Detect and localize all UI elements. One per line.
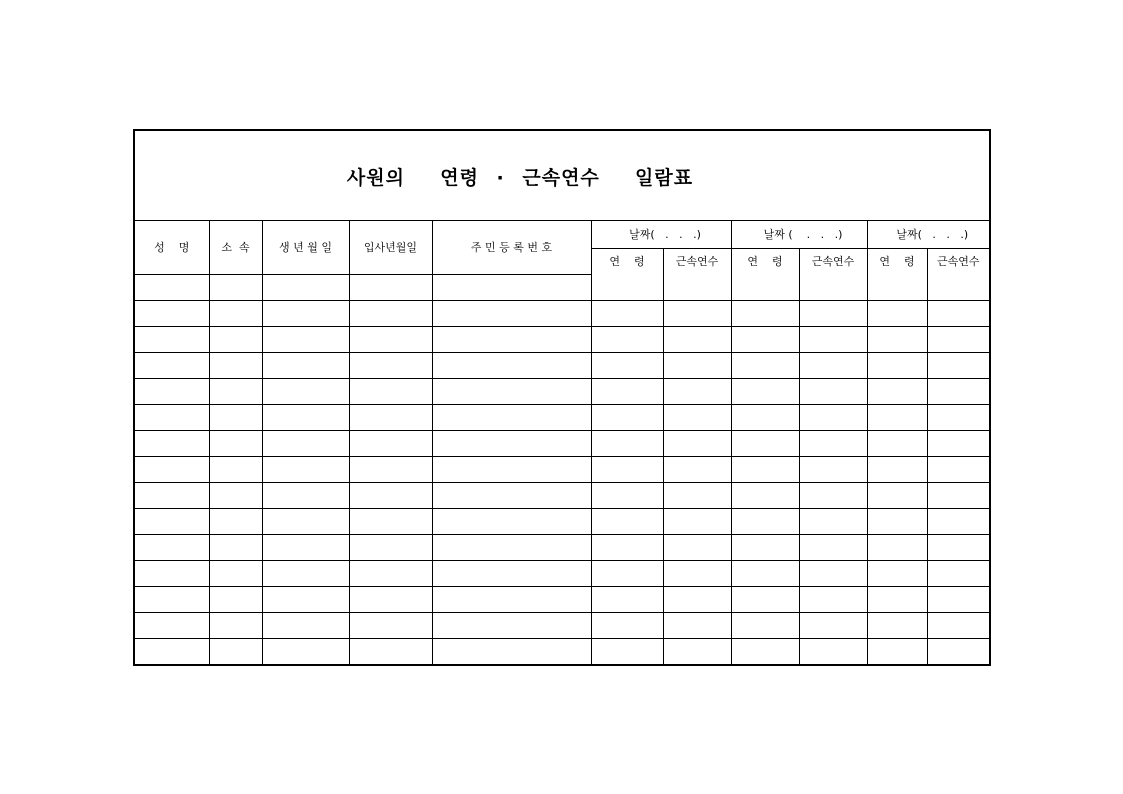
table-cell[interactable] <box>591 586 663 612</box>
table-cell[interactable] <box>591 326 663 352</box>
table-cell[interactable] <box>262 482 349 508</box>
table-cell[interactable] <box>349 638 432 664</box>
table-row <box>135 534 989 560</box>
table-cell[interactable] <box>432 586 591 612</box>
table-cell[interactable] <box>731 456 799 482</box>
table-cell[interactable] <box>799 482 867 508</box>
table-cell[interactable] <box>432 300 591 326</box>
table-cell[interactable] <box>799 326 867 352</box>
table-cell[interactable] <box>349 430 432 456</box>
table-cell[interactable] <box>135 482 209 508</box>
table-cell[interactable] <box>591 612 663 638</box>
table-cell[interactable] <box>799 534 867 560</box>
table-cell[interactable] <box>663 612 731 638</box>
table-cell[interactable] <box>262 378 349 404</box>
date-group-2-label: 날짜 ( . . .) <box>731 221 867 248</box>
table-cell[interactable] <box>262 560 349 586</box>
table-row <box>135 274 989 300</box>
table-cell[interactable] <box>591 534 663 560</box>
table-cell[interactable] <box>349 508 432 534</box>
table-cell[interactable] <box>432 612 591 638</box>
table-cell[interactable] <box>663 404 731 430</box>
table-cell[interactable] <box>432 352 591 378</box>
date-group-3-age: 연 령 <box>867 248 927 274</box>
table-row <box>135 638 989 664</box>
table-cell[interactable] <box>663 300 731 326</box>
table-cell[interactable] <box>135 508 209 534</box>
col-header-dept: 소 속 <box>209 221 262 274</box>
table-cell[interactable] <box>209 482 262 508</box>
date-group-2-age: 연 령 <box>731 248 799 274</box>
table-cell[interactable] <box>209 612 262 638</box>
table-cell[interactable] <box>432 404 591 430</box>
table-cell[interactable] <box>927 482 989 508</box>
table-cell[interactable] <box>663 586 731 612</box>
col-header-name: 성 명 <box>135 221 209 274</box>
table-cell[interactable] <box>867 404 927 430</box>
table-cell[interactable] <box>349 326 432 352</box>
table-cell[interactable] <box>663 560 731 586</box>
table-cell[interactable] <box>867 612 927 638</box>
table-cell[interactable] <box>349 534 432 560</box>
table-cell[interactable] <box>867 378 927 404</box>
table-cell[interactable] <box>349 586 432 612</box>
table-cell[interactable] <box>591 560 663 586</box>
table-cell[interactable] <box>927 534 989 560</box>
table-cell[interactable] <box>927 586 989 612</box>
table-cell[interactable] <box>867 456 927 482</box>
table-cell[interactable] <box>663 352 731 378</box>
table-cell[interactable] <box>432 482 591 508</box>
table-cell[interactable] <box>663 638 731 664</box>
table-cell[interactable] <box>135 430 209 456</box>
table-cell[interactable] <box>349 482 432 508</box>
table-row <box>135 560 989 586</box>
table-row <box>135 326 989 352</box>
table-cell[interactable] <box>262 404 349 430</box>
table-cell[interactable] <box>432 638 591 664</box>
table-cell[interactable] <box>927 326 989 352</box>
table-cell[interactable] <box>591 378 663 404</box>
table-cell[interactable] <box>867 586 927 612</box>
table-cell[interactable] <box>135 326 209 352</box>
table-cell[interactable] <box>867 274 927 300</box>
table-row <box>135 352 989 378</box>
table-cell[interactable] <box>867 638 927 664</box>
form-title: 사원의 연령 · 근속연수 일람표 <box>346 167 694 189</box>
table-cell[interactable] <box>731 560 799 586</box>
table-cell[interactable] <box>209 352 262 378</box>
col-header-resident-number: 주 민 등 록 번 호 <box>432 221 591 274</box>
table-cell[interactable] <box>731 508 799 534</box>
table-cell[interactable] <box>867 482 927 508</box>
col-header-birth-date: 생 년 월 일 <box>262 221 349 274</box>
table-cell[interactable] <box>591 456 663 482</box>
table-cell[interactable] <box>262 430 349 456</box>
table-cell[interactable] <box>867 326 927 352</box>
table-row <box>135 612 989 638</box>
table-cell[interactable] <box>731 482 799 508</box>
table-cell[interactable] <box>432 430 591 456</box>
table-cell[interactable] <box>799 378 867 404</box>
table-cell[interactable] <box>867 300 927 326</box>
table-cell[interactable] <box>663 430 731 456</box>
table-cell[interactable] <box>867 534 927 560</box>
table-cell[interactable] <box>135 300 209 326</box>
table-cell[interactable] <box>927 300 989 326</box>
table-cell[interactable] <box>799 430 867 456</box>
table-cell[interactable] <box>927 612 989 638</box>
table-row <box>135 378 989 404</box>
date-group-2-tenure: 근속연수 <box>799 248 867 274</box>
table-cell[interactable] <box>262 508 349 534</box>
table-cell[interactable] <box>209 378 262 404</box>
table-cell[interactable] <box>135 378 209 404</box>
table-cell[interactable] <box>927 508 989 534</box>
table-cell[interactable] <box>432 326 591 352</box>
table-cell[interactable] <box>209 586 262 612</box>
table-cell[interactable] <box>591 638 663 664</box>
table-cell[interactable] <box>209 508 262 534</box>
table-cell[interactable] <box>927 274 989 300</box>
table-row <box>135 430 989 456</box>
table-row <box>135 482 989 508</box>
table-cell[interactable] <box>663 456 731 482</box>
col-header-hire-date: 입사년월일 <box>349 221 432 274</box>
table-cell[interactable] <box>867 508 927 534</box>
table-cell[interactable] <box>663 482 731 508</box>
table-cell[interactable] <box>432 534 591 560</box>
table-cell[interactable] <box>867 560 927 586</box>
table-cell[interactable] <box>262 326 349 352</box>
table-cell[interactable] <box>731 638 799 664</box>
table-cell[interactable] <box>209 456 262 482</box>
table-cell[interactable] <box>209 534 262 560</box>
table-cell[interactable] <box>262 456 349 482</box>
table-cell[interactable] <box>731 378 799 404</box>
table-cell[interactable] <box>135 560 209 586</box>
header-row-1 <box>135 221 989 248</box>
table-cell[interactable] <box>731 274 799 300</box>
table-cell[interactable] <box>209 274 262 300</box>
table-cell[interactable] <box>432 378 591 404</box>
table-cell[interactable] <box>349 378 432 404</box>
table-cell[interactable] <box>799 560 867 586</box>
table-cell[interactable] <box>927 404 989 430</box>
table-cell[interactable] <box>349 352 432 378</box>
table-cell[interactable] <box>731 534 799 560</box>
table-cell[interactable] <box>799 274 867 300</box>
table-cell[interactable] <box>432 456 591 482</box>
table-cell[interactable] <box>927 456 989 482</box>
table-cell[interactable] <box>135 612 209 638</box>
date-group-3-label: 날짜( . . .) <box>867 221 989 248</box>
table-cell[interactable] <box>591 430 663 456</box>
table-cell[interactable] <box>349 612 432 638</box>
table-cell[interactable] <box>591 508 663 534</box>
table-cell[interactable] <box>262 534 349 560</box>
date-group-1-label: 날짜( . . .) <box>591 221 731 248</box>
table-cell[interactable] <box>591 352 663 378</box>
table-cell[interactable] <box>927 378 989 404</box>
table-cell[interactable] <box>731 404 799 430</box>
table-cell[interactable] <box>591 300 663 326</box>
table-cell[interactable] <box>209 638 262 664</box>
employee-age-tenure-form <box>133 129 991 666</box>
table-cell[interactable] <box>799 404 867 430</box>
table-cell[interactable] <box>927 430 989 456</box>
table-row <box>135 300 989 326</box>
table-cell[interactable] <box>135 586 209 612</box>
table-cell[interactable] <box>867 430 927 456</box>
table-cell[interactable] <box>262 352 349 378</box>
employee-table <box>135 221 989 664</box>
table-cell[interactable] <box>591 274 663 300</box>
table-cell[interactable] <box>799 300 867 326</box>
table-cell[interactable] <box>731 326 799 352</box>
table-cell[interactable] <box>663 274 731 300</box>
table-cell[interactable] <box>432 274 591 300</box>
table-cell[interactable] <box>799 508 867 534</box>
table-row <box>135 456 989 482</box>
date-group-3-tenure: 근속연수 <box>927 248 989 274</box>
table-cell[interactable] <box>209 430 262 456</box>
table-cell[interactable] <box>209 560 262 586</box>
table-cell[interactable] <box>135 404 209 430</box>
table-cell[interactable] <box>663 508 731 534</box>
table-cell[interactable] <box>349 404 432 430</box>
table-cell[interactable] <box>432 508 591 534</box>
table-row <box>135 586 989 612</box>
table-row <box>135 404 989 430</box>
table-cell[interactable] <box>209 326 262 352</box>
table-cell[interactable] <box>663 534 731 560</box>
table-cell[interactable] <box>262 638 349 664</box>
table-cell[interactable] <box>262 274 349 300</box>
table-cell[interactable] <box>349 300 432 326</box>
table-cell[interactable] <box>135 274 209 300</box>
table-cell[interactable] <box>867 352 927 378</box>
table-cell[interactable] <box>135 638 209 664</box>
table-cell[interactable] <box>927 560 989 586</box>
table-cell[interactable] <box>799 638 867 664</box>
table-cell[interactable] <box>799 612 867 638</box>
table-cell[interactable] <box>731 430 799 456</box>
table-cell[interactable] <box>731 586 799 612</box>
table-cell[interactable] <box>349 456 432 482</box>
table-cell[interactable] <box>927 638 989 664</box>
table-cell[interactable] <box>731 612 799 638</box>
table-row <box>135 508 989 534</box>
table-cell[interactable] <box>349 274 432 300</box>
table-cell[interactable] <box>135 456 209 482</box>
table-cell[interactable] <box>262 586 349 612</box>
table-cell[interactable] <box>135 352 209 378</box>
table-cell[interactable] <box>927 352 989 378</box>
table-cell[interactable] <box>799 352 867 378</box>
title-area <box>135 131 989 221</box>
table-cell[interactable] <box>731 352 799 378</box>
table-cell[interactable] <box>432 560 591 586</box>
table-cell[interactable] <box>135 534 209 560</box>
table-body <box>135 274 989 664</box>
table-cell[interactable] <box>209 300 262 326</box>
date-group-1-age: 연 령 <box>591 248 663 274</box>
table-cell[interactable] <box>262 612 349 638</box>
table-cell[interactable] <box>731 300 799 326</box>
table-cell[interactable] <box>663 326 731 352</box>
table-cell[interactable] <box>262 300 349 326</box>
table-cell[interactable] <box>591 482 663 508</box>
table-cell[interactable] <box>349 560 432 586</box>
table-cell[interactable] <box>591 404 663 430</box>
table-cell[interactable] <box>799 456 867 482</box>
table-cell[interactable] <box>799 586 867 612</box>
date-group-1-tenure: 근속연수 <box>663 248 731 274</box>
table-cell[interactable] <box>209 404 262 430</box>
table-cell[interactable] <box>663 378 731 404</box>
